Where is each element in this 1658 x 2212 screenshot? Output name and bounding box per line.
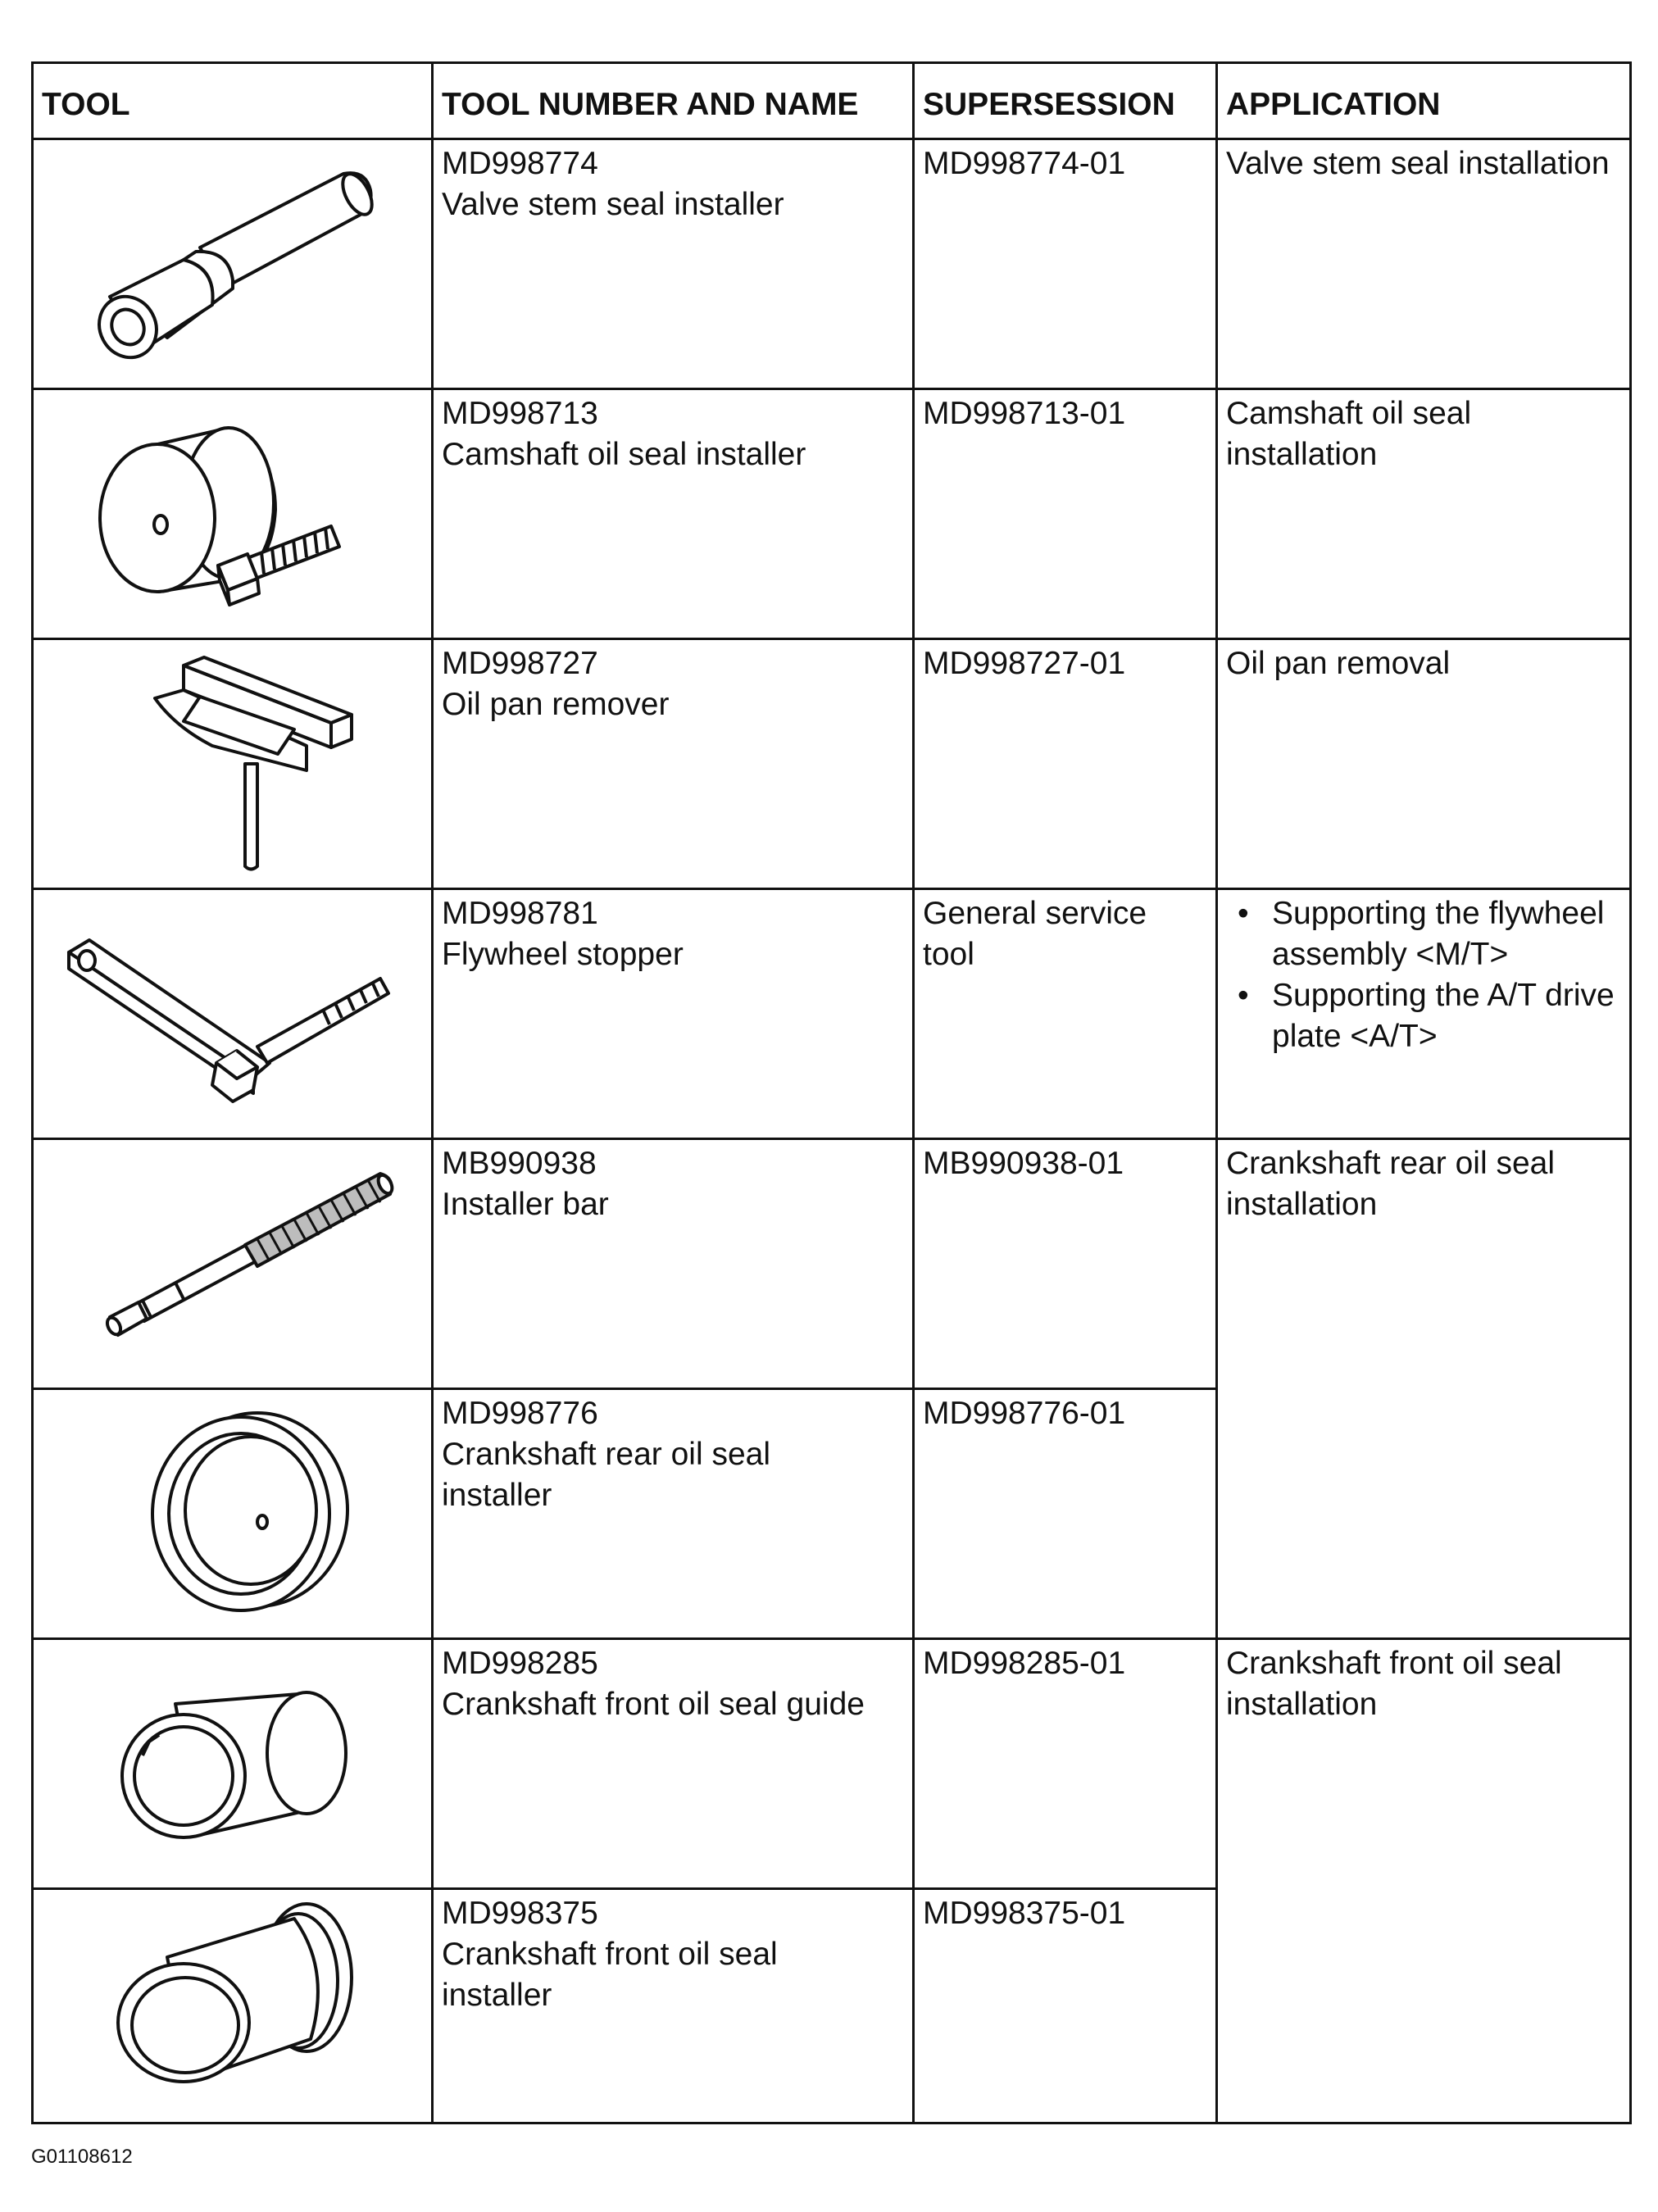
tool-image-cell	[33, 639, 433, 889]
tool-name: Crankshaft rear oil seal	[442, 1437, 771, 1472]
tool-image-cell	[33, 139, 433, 389]
table-row	[33, 889, 1631, 1139]
application-text: Supporting the flywheel	[1272, 896, 1605, 931]
tool-number-name-cell	[433, 1139, 914, 1389]
supersession-text: General service	[923, 896, 1147, 931]
tool-image-cell	[33, 889, 433, 1139]
tool-number: MD998781	[442, 896, 598, 931]
flywheel-stopper-illustration	[52, 903, 413, 1124]
oil-pan-remover-illustration	[61, 649, 405, 879]
tool-number-name-cell	[433, 139, 914, 389]
crankshaft-front-oil-seal-installer-illustration	[61, 1896, 405, 2117]
header-supersession: SUPERSESSION	[914, 63, 1217, 139]
tool-number-name-cell	[433, 389, 914, 639]
application-cell	[1217, 389, 1631, 639]
tool-image-cell	[33, 389, 433, 639]
tool-image-cell	[33, 1389, 433, 1639]
application-text: installation	[1226, 1187, 1378, 1222]
tool-number: MD998727	[442, 646, 598, 681]
tool-name: installer	[442, 1978, 552, 2013]
tool-name: Crankshaft front oil seal	[442, 1937, 778, 1972]
application-bullet-item	[1226, 893, 1621, 975]
figure-id: G01108612	[31, 2146, 133, 2168]
application-text: Camshaft oil seal	[1226, 396, 1472, 431]
tool-number: MD998774	[442, 146, 598, 181]
tool-name: installer	[442, 1478, 552, 1513]
supersession-text: tool	[923, 937, 974, 972]
supersession-cell	[914, 139, 1217, 389]
tool-number: MD998285	[442, 1646, 598, 1681]
supersession-cell	[914, 1139, 1217, 1389]
application-text: installation	[1226, 1687, 1378, 1722]
application-text: Supporting the A/T drive	[1272, 978, 1615, 1013]
supersession-cell	[914, 1889, 1217, 2123]
tool-name: Flywheel stopper	[442, 937, 684, 972]
tool-number: MD998375	[442, 1896, 598, 1931]
header-application: APPLICATION	[1217, 63, 1631, 139]
tool-image-cell	[33, 1889, 433, 2123]
header-tool-number-and-name: TOOL NUMBER AND NAME	[433, 63, 914, 139]
supersession-cell	[914, 1639, 1217, 1889]
application-text: installation	[1226, 437, 1378, 472]
camshaft-oil-seal-installer-illustration	[61, 403, 405, 625]
tool-number-name-cell	[433, 639, 914, 889]
tool-name: Camshaft oil seal installer	[442, 437, 806, 472]
tool-number-name-cell	[433, 889, 914, 1139]
table-row	[33, 1639, 1631, 1889]
tool-name: Installer bar	[442, 1187, 609, 1222]
tool-name: Oil pan remover	[442, 687, 670, 722]
supersession-number: MD998285-01	[923, 1646, 1126, 1681]
crankshaft-front-oil-seal-guide-illustration	[61, 1653, 405, 1874]
tool-image-cell	[33, 1139, 433, 1389]
application-cell	[1217, 139, 1631, 389]
supersession-number: MD998774-01	[923, 146, 1126, 181]
application-bullet-list	[1226, 893, 1621, 1057]
tool-number: MD998776	[442, 1396, 598, 1431]
application-cell	[1217, 889, 1631, 1139]
table-header-row	[33, 63, 1631, 139]
tool-number: MB990938	[442, 1146, 597, 1181]
supersession-cell	[914, 389, 1217, 639]
tool-number-name-cell	[433, 1389, 914, 1639]
supersession-number: MD998375-01	[923, 1896, 1126, 1931]
application-text: assembly <M/T>	[1272, 937, 1509, 972]
supersession-cell	[914, 889, 1217, 1139]
crankshaft-rear-oil-seal-installer-illustration	[61, 1399, 405, 1628]
application-text: Oil pan removal	[1226, 646, 1451, 681]
application-text: plate <A/T>	[1272, 1019, 1438, 1054]
supersession-number: MD998713-01	[923, 396, 1126, 431]
header-tool: TOOL	[33, 63, 433, 139]
valve-stem-seal-installer-illustration	[61, 153, 405, 375]
application-text: Crankshaft rear oil seal	[1226, 1146, 1556, 1181]
supersession-cell	[914, 639, 1217, 889]
tool-name: Valve stem seal installer	[442, 187, 784, 222]
tool-number: MD998713	[442, 396, 598, 431]
application-text: Valve stem seal installation	[1226, 146, 1610, 181]
application-text: Crankshaft front oil seal	[1226, 1646, 1562, 1681]
application-bullet-item	[1226, 975, 1621, 1057]
supersession-number: MB990938-01	[923, 1146, 1124, 1181]
bullet-icon: •	[1238, 978, 1249, 1013]
supersession-number: MD998776-01	[923, 1396, 1126, 1431]
supersession-number: MD998727-01	[923, 646, 1126, 681]
special-tools-table	[31, 61, 1632, 2124]
tool-name: Crankshaft front oil seal guide	[442, 1687, 865, 1722]
installer-bar-illustration	[61, 1153, 405, 1374]
table-row	[33, 639, 1631, 889]
supersession-cell	[914, 1389, 1217, 1639]
tool-number-name-cell	[433, 1889, 914, 2123]
bullet-icon: •	[1238, 896, 1249, 931]
table-row	[33, 1139, 1631, 1389]
table-row	[33, 139, 1631, 389]
tool-image-cell	[33, 1639, 433, 1889]
application-cell	[1217, 1639, 1631, 2123]
application-cell	[1217, 639, 1631, 889]
application-cell	[1217, 1139, 1631, 1639]
tool-number-name-cell	[433, 1639, 914, 1889]
table-row	[33, 389, 1631, 639]
